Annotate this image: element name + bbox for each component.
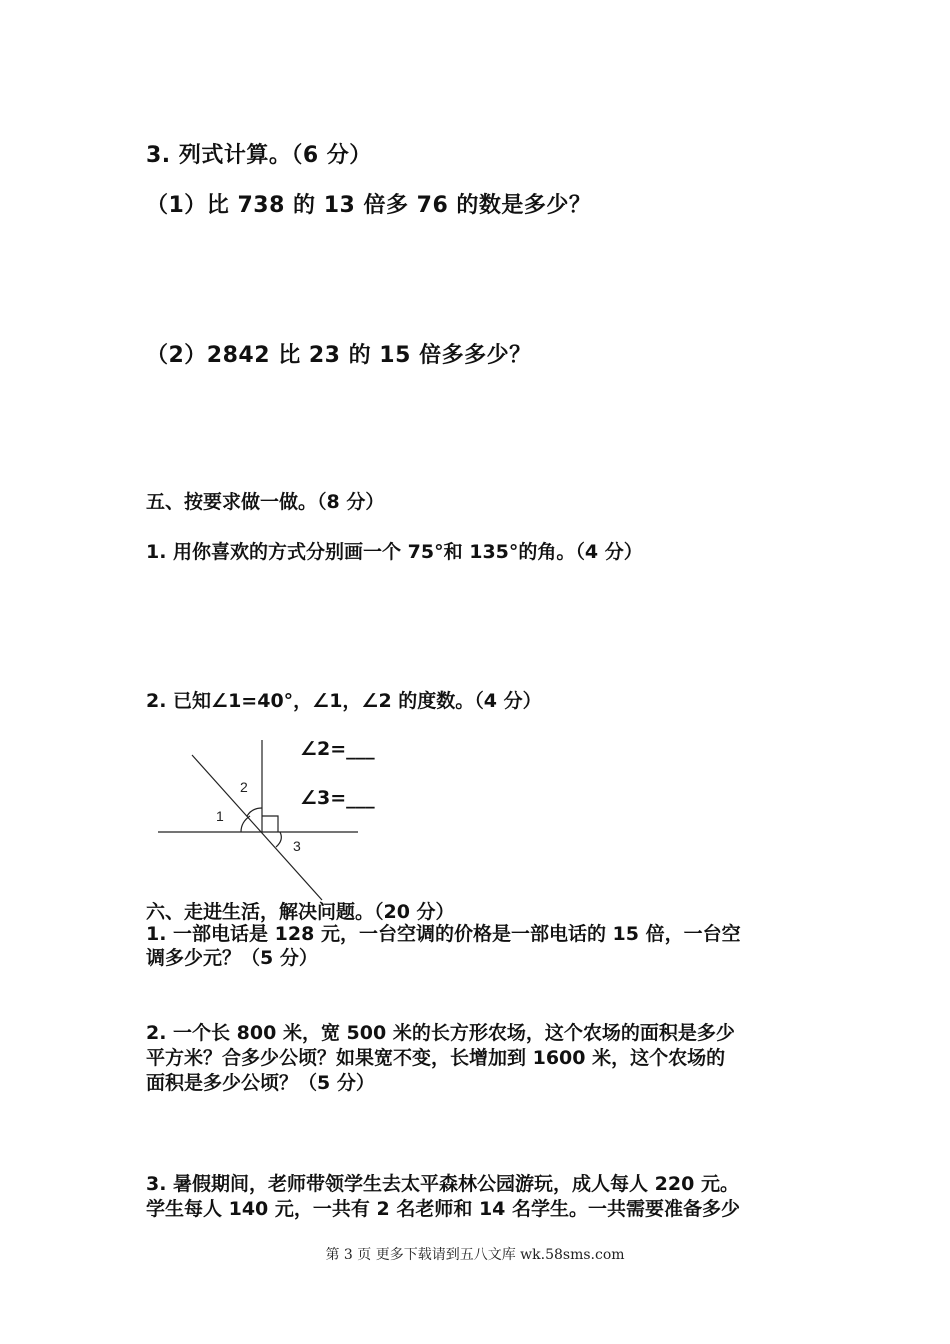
section5-title: 五、按要求做一做。（8 分） xyxy=(146,491,385,513)
section3-question-1: （1）比 738 的 13 倍多 76 的数是多少？ xyxy=(146,193,592,218)
angle-3-arc xyxy=(276,832,281,847)
section6-q2-line1: 2. 一个长 800 米，宽 500 米的长方形农场，这个农场的面积是多少 xyxy=(146,1022,735,1044)
angle-2-arc xyxy=(247,808,262,816)
answer-angle-2: ∠2=___ xyxy=(300,738,375,760)
right-angle-mark xyxy=(262,816,278,832)
section6-q1-line1: 1. 一部电话是 128 元，一台空调的价格是一部电话的 15 倍，一台空 xyxy=(146,923,741,945)
angle-label-1: 1 xyxy=(216,808,224,824)
section3-title: 3. 列式计算。（6 分） xyxy=(146,143,372,168)
section3-question-2: （2）2842 比 23 的 15 倍多多少？ xyxy=(146,343,532,368)
section6-q3-line1: 3. 暑假期间，老师带领学生去太平森林公园游玩，成人每人 220 元。 xyxy=(146,1173,739,1195)
angle-label-3: 3 xyxy=(293,838,301,854)
page-footer: 第 3 页 更多下载请到五八文库 wk.58sms.com xyxy=(325,1247,625,1263)
diagonal-line xyxy=(192,755,322,900)
section6-q2-line2: 平方米？合多少公顷？如果宽不变，长增加到 1600 米，这个农场的 xyxy=(146,1047,726,1069)
section6-q1-line2: 调多少元？（5 分） xyxy=(146,947,318,969)
answer-angle-3: ∠3=___ xyxy=(300,787,375,809)
section6-q3-line2: 学生每人 140 元，一共有 2 名老师和 14 名学生。一共需要准备多少 xyxy=(146,1198,741,1220)
section6-q2-line3: 面积是多少公顷？（5 分） xyxy=(146,1072,375,1094)
section6-title: 六、走进生活，解决问题。（20 分） xyxy=(146,901,455,923)
section5-question-1: 1. 用你喜欢的方式分别画一个 75°和 135°的角。（4 分） xyxy=(146,541,643,563)
section5-question-2: 2. 已知∠1=40°，∠1，∠2 的度数。（4 分） xyxy=(146,690,542,712)
angle-label-2: 2 xyxy=(240,779,248,795)
